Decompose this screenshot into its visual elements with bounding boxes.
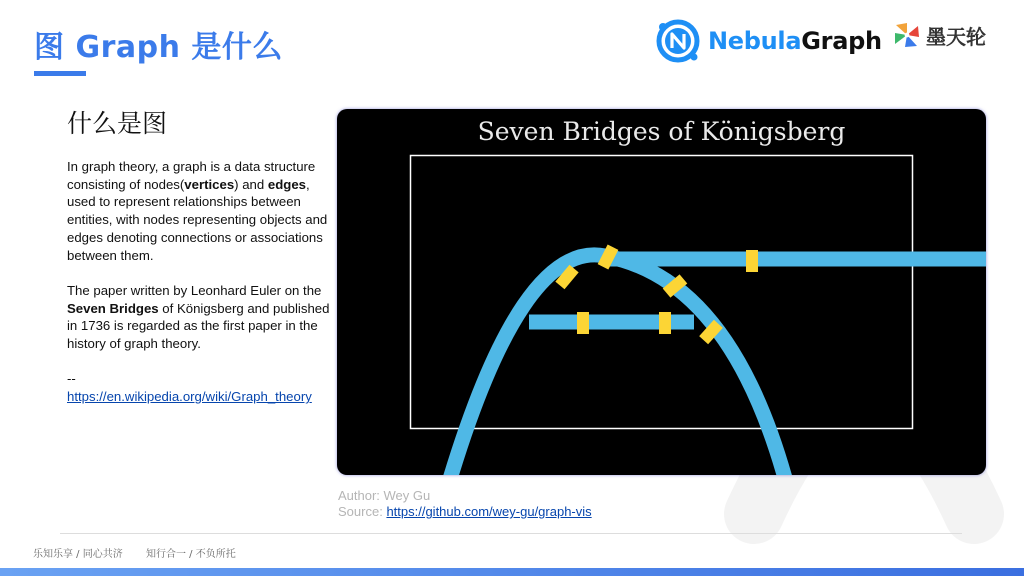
slide-title: 图 Graph 是什么 (34, 30, 283, 65)
history-text-1: The paper written by Leonhard Euler on the (67, 282, 322, 298)
seven-bridges-figure (337, 109, 986, 475)
definition-paragraph (67, 158, 335, 264)
bridges-illustration (337, 109, 986, 475)
nebulagraph-logo (654, 16, 882, 66)
source-link[interactable]: https://github.com/wey-gu/graph-vis (386, 504, 592, 519)
source-credit (338, 504, 592, 519)
history-text-2: of Königsberg and published in 1736 is regarded as the first paper in the history of graph theory. (67, 300, 330, 352)
bridge-5 (746, 250, 758, 272)
separator-dash: -- (67, 371, 76, 387)
nebula-wordmark: Nebula (708, 27, 802, 55)
description-text (67, 158, 335, 406)
vertices-term: vertices (184, 176, 235, 192)
bottom-accent-bar (0, 568, 1024, 576)
edges-term: edges (267, 176, 307, 192)
bridge-7 (659, 312, 671, 334)
bridge-6 (577, 312, 589, 334)
definition-text-1: In graph theory, a graph is a data structure consisting of nodes( (67, 159, 316, 192)
definition-text-2: ) and (234, 176, 268, 192)
wikipedia-link[interactable]: https://en.wikipedia.org/wiki/Graph_theory (67, 389, 312, 405)
modb-wordmark: 墨天轮 (926, 24, 986, 49)
title-underline (34, 71, 86, 76)
graph-wordmark: Graph (801, 27, 882, 55)
source-label: Source: (338, 504, 383, 519)
footer-slogan-right: 知行合一 / 不负所托 (146, 549, 236, 560)
footer-slogan-left: 乐知乐享 / 同心共济 (33, 549, 123, 560)
section-heading: 什么是图 (67, 109, 168, 138)
seven-bridges-term: Seven Bridges (67, 300, 159, 316)
definition-text-3: , used to represent relationships between entities, with nodes representing objects and edges denoting connections or associations between them. (67, 176, 328, 263)
river-arch (447, 255, 788, 475)
author-credit: Author: Wey Gu (338, 488, 431, 503)
footer-divider (60, 533, 962, 534)
modb-logo (892, 20, 986, 50)
figure-title: Seven Bridges of Königsberg (477, 117, 846, 146)
history-paragraph (67, 282, 335, 353)
pinwheel-icon (892, 20, 922, 50)
nebula-n-icon (654, 17, 702, 65)
